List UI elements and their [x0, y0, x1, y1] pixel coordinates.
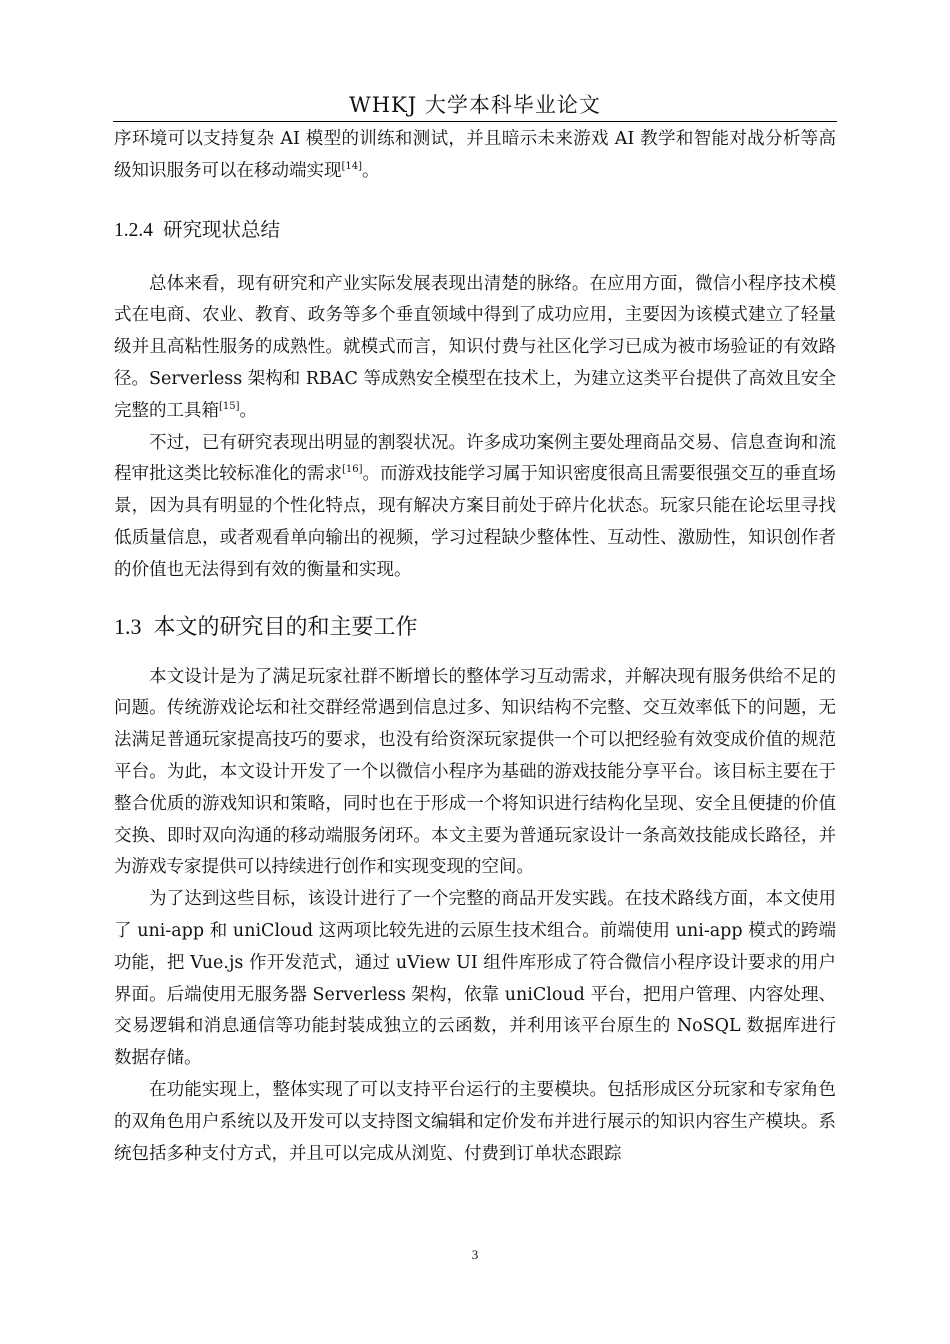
- paragraph: [114, 269, 836, 428]
- paragraph: [114, 428, 836, 587]
- running-header: WHKJ 大学本科毕业论文: [349, 93, 601, 117]
- paragraph: 在功能实现上，整体实现了可以支持平台运行的主要模块。包括形成区分玩家和专家角色的双角色用户系统以及开发可以支持图文编辑和定价发布并进行展示的知识内容生产模块。系统包括多种支付方式，并且可以完成从浏览、付费到订单状态跟踪: [114, 1079, 836, 1164]
- section-heading-1-3: [114, 611, 836, 644]
- paragraph-tail: 。: [239, 400, 258, 421]
- page-body: [114, 124, 836, 1170]
- citation-ref: [15]: [219, 400, 240, 412]
- paragraph-text: 总体来看，现有研究和产业实际发展表现出清楚的脉络。在应用方面，微信小程序技术模式在电商、农业、教育、政务等多个垂直领域中得到了成功应用，主要因为该模式建立了轻量级并且高粘性服务的成熟性。就模式而言，知识付费与社区化学习已成为被市场验证的有效路径。Serverless 架构和 RBAC 等成熟安全模型在技术上，为建立这类平台提供了高效且安全完整的工具箱: [114, 273, 836, 421]
- paragraph-continued: [114, 124, 836, 188]
- section-heading-1-2-4: [114, 216, 836, 245]
- page-number: 3: [471, 1247, 479, 1262]
- paragraph: 本文设计是为了满足玩家社群不断增长的整体学习互动需求，并解决现有服务供给不足的问题。传统游戏论坛和社交群经常遇到信息过多、知识结构不完整、交互效率低下的问题，无法满足普通玩家提高技巧的要求，也没有给资深玩家提供一个可以把经验有效变成价值的规范平台。为此，本文设计开发了一个以微信小程序为基础的游戏技能分享平台。该目标主要在于整合优质的游戏知识和策略，同时也在于形成一个将知识进行结构化呈现、安全且便捷的价值交换、即时双向沟通的移动端服务闭环。本文主要为普通玩家设计一条高效技能成长路径，并为游戏专家提供可以持续进行创作和实现变现的空间。: [114, 666, 836, 878]
- paragraph-tail: 。而游戏技能学习属于知识密度很高且需要很强交互的垂直场景，因为具有明显的个性化特点，现有解决方案目前处于碎片化状态。玩家只能在论坛里寻找低质量信息，或者观看单向输出的视频，学习过程缺少整体性、互动性、激励性，知识创作者的价值也无法得到有效的衡量和实现。: [114, 464, 837, 580]
- section-number: 1.2.4: [114, 219, 153, 241]
- section-title: 研究现状总结: [163, 217, 281, 241]
- section-number: 1.3: [114, 613, 142, 639]
- section-title: 本文的研究目的和主要工作: [153, 614, 418, 640]
- header-rule: [113, 121, 837, 122]
- paragraph: 为了达到这些目标，该设计进行了一个完整的商品开发实践。在技术路线方面，本文使用了 uni-app 和 uniCloud 这两项比较先进的云原生技术组合。前端使用 uni-app 模式的跨端功能，把 Vue.js 作开发范式，通过 uView UI 组件库形成了符合微信小程序设计要求的用户界面。后端使用无服务器 Serverless 架构，依靠 uniCloud 平台，把用户管理、内容处理、交易逻辑和消息通信等功能封装成独立的云函数，并利用该平台原生的 NoSQL 数据库进行数据存储。: [114, 889, 836, 1069]
- paragraph-text: 序环境可以支持复杂 AI 模型的训练和测试，并且暗示未来游戏 AI 教学和智能对战分析等高级知识服务可以在移动端实现: [114, 129, 836, 181]
- citation-ref: [14]: [341, 160, 363, 172]
- paragraph-tail: 。: [362, 160, 380, 181]
- citation-ref: [16]: [341, 464, 363, 476]
- paragraph-text: 不过，已有研究表现出明显的割裂状况。许多成功案例主要处理商品交易、信息查询和流程审批这类比较标准化的需求: [114, 432, 836, 485]
